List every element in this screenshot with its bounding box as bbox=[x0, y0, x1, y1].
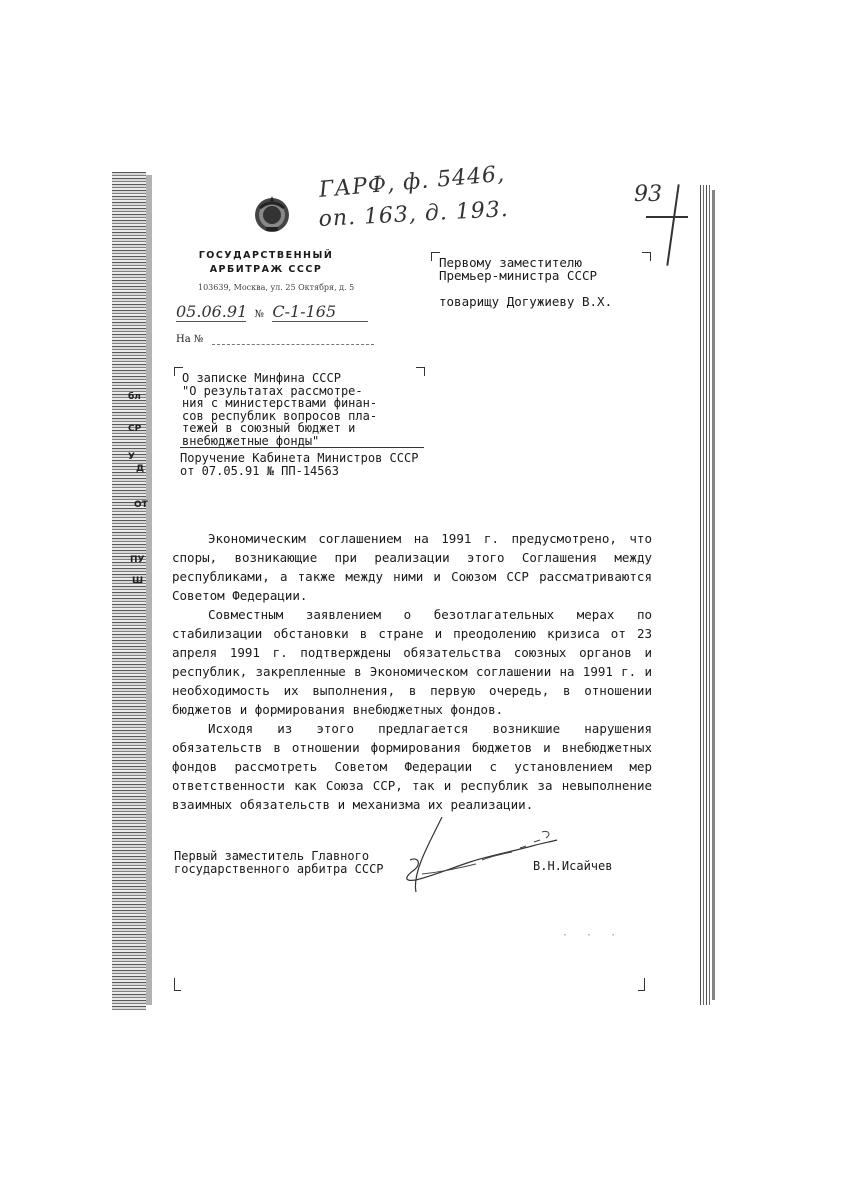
margin-fragment: Ш bbox=[132, 576, 144, 586]
letter-date: 05.06.91 bbox=[176, 302, 248, 321]
margin-fragment: Д bbox=[136, 464, 145, 474]
subject-underline bbox=[180, 447, 424, 448]
margin-fragment: бл bbox=[128, 392, 141, 402]
addressee-line1: Первому заместителю bbox=[439, 255, 582, 270]
addressee-line3: товарищу Догужиеву В.Х. bbox=[439, 294, 613, 309]
addressee-line2: Премьер-министра СССР bbox=[439, 268, 598, 283]
address-corner-mark bbox=[642, 252, 651, 261]
signatory-title: Первый заместитель Главного государственного арбитра СССР bbox=[174, 849, 384, 876]
order-reference: Поручение Кабинета Министров СССР от 07.05.91 № ПП-14563 bbox=[180, 451, 419, 478]
scan-edge-right bbox=[700, 185, 712, 1005]
in-reply-to-blank bbox=[212, 344, 374, 345]
margin-fragment: ПУ bbox=[130, 555, 145, 565]
outgoing-reference bbox=[176, 302, 368, 322]
margin-fragment: ОТ bbox=[134, 500, 148, 510]
body-paragraph: Исходя из этого предлагается возникшие нарушения обязательств в отношении формирования бюджетов и внебюджетных фондов рассмотреть Советом Федерации с установлением мер ответственности как Союза ССР, так и республик за невыполнение взаимных обязательств и механизма их реализации. bbox=[172, 721, 652, 812]
number-label: № bbox=[254, 309, 264, 320]
handwritten-signature bbox=[392, 812, 560, 902]
body-paragraph: Экономическим соглашением на 1991 г. предусмотрено, что споры, возникающие при реализации этого Соглашения между республиками, а также между ними и Союзом ССР рассматриваются Советом Федерации. bbox=[172, 531, 652, 603]
margin-fragment: СР bbox=[128, 424, 142, 434]
subject-corner-mark bbox=[416, 367, 425, 376]
signatory-name: В.Н.Исайчев bbox=[533, 859, 613, 873]
archive-mark-line2: оп. 163, д. 193. bbox=[318, 197, 510, 232]
ussr-emblem-icon bbox=[252, 194, 292, 234]
in-reply-to-label: На № bbox=[176, 334, 204, 345]
pen-stroke-mark bbox=[646, 216, 688, 218]
bottom-corner-mark bbox=[174, 978, 181, 991]
org-address: 103639, Москва, ул. 25 Октября, д. 5 bbox=[198, 283, 355, 292]
scan-speck: · · · bbox=[562, 930, 623, 941]
scan-binding-shadow-left bbox=[146, 175, 152, 1005]
pen-stroke-mark bbox=[666, 184, 679, 265]
archive-mark-line1: ГАРФ, ф. 5446, bbox=[318, 161, 506, 203]
page-number: 93 bbox=[634, 182, 662, 207]
org-name-line1: ГОСУДАРСТВЕННЫЙ bbox=[198, 250, 334, 261]
bottom-corner-mark bbox=[638, 978, 645, 991]
margin-fragment: У bbox=[128, 452, 135, 462]
body-paragraph: Совместным заявлением о безотлагательных мерах по стабилизации обстановки в стране и преодолению кризиса от 23 апреля 1991 г. подтверждены обязательства союзных органов и республик, закрепленные в Экономическом соглашении на 1991 г. и необходимость их выполнения, в первую очередь, в отношении бюджетов и формирования внебюджетных фондов. bbox=[172, 607, 652, 717]
subject-text: О записке Минфина СССР "О результатах рассмотре- ния с министерствами финан- сов республик вопросов пла- тежей в союзный бюджет и внебюджетные фонды" bbox=[182, 371, 378, 448]
org-name-line2: АРБИТРАЖ СССР bbox=[209, 264, 323, 275]
letter-number: С-1-165 bbox=[272, 302, 368, 322]
scan-binding-edge-left bbox=[112, 172, 146, 1010]
scan-edge-right-line bbox=[712, 190, 715, 1000]
